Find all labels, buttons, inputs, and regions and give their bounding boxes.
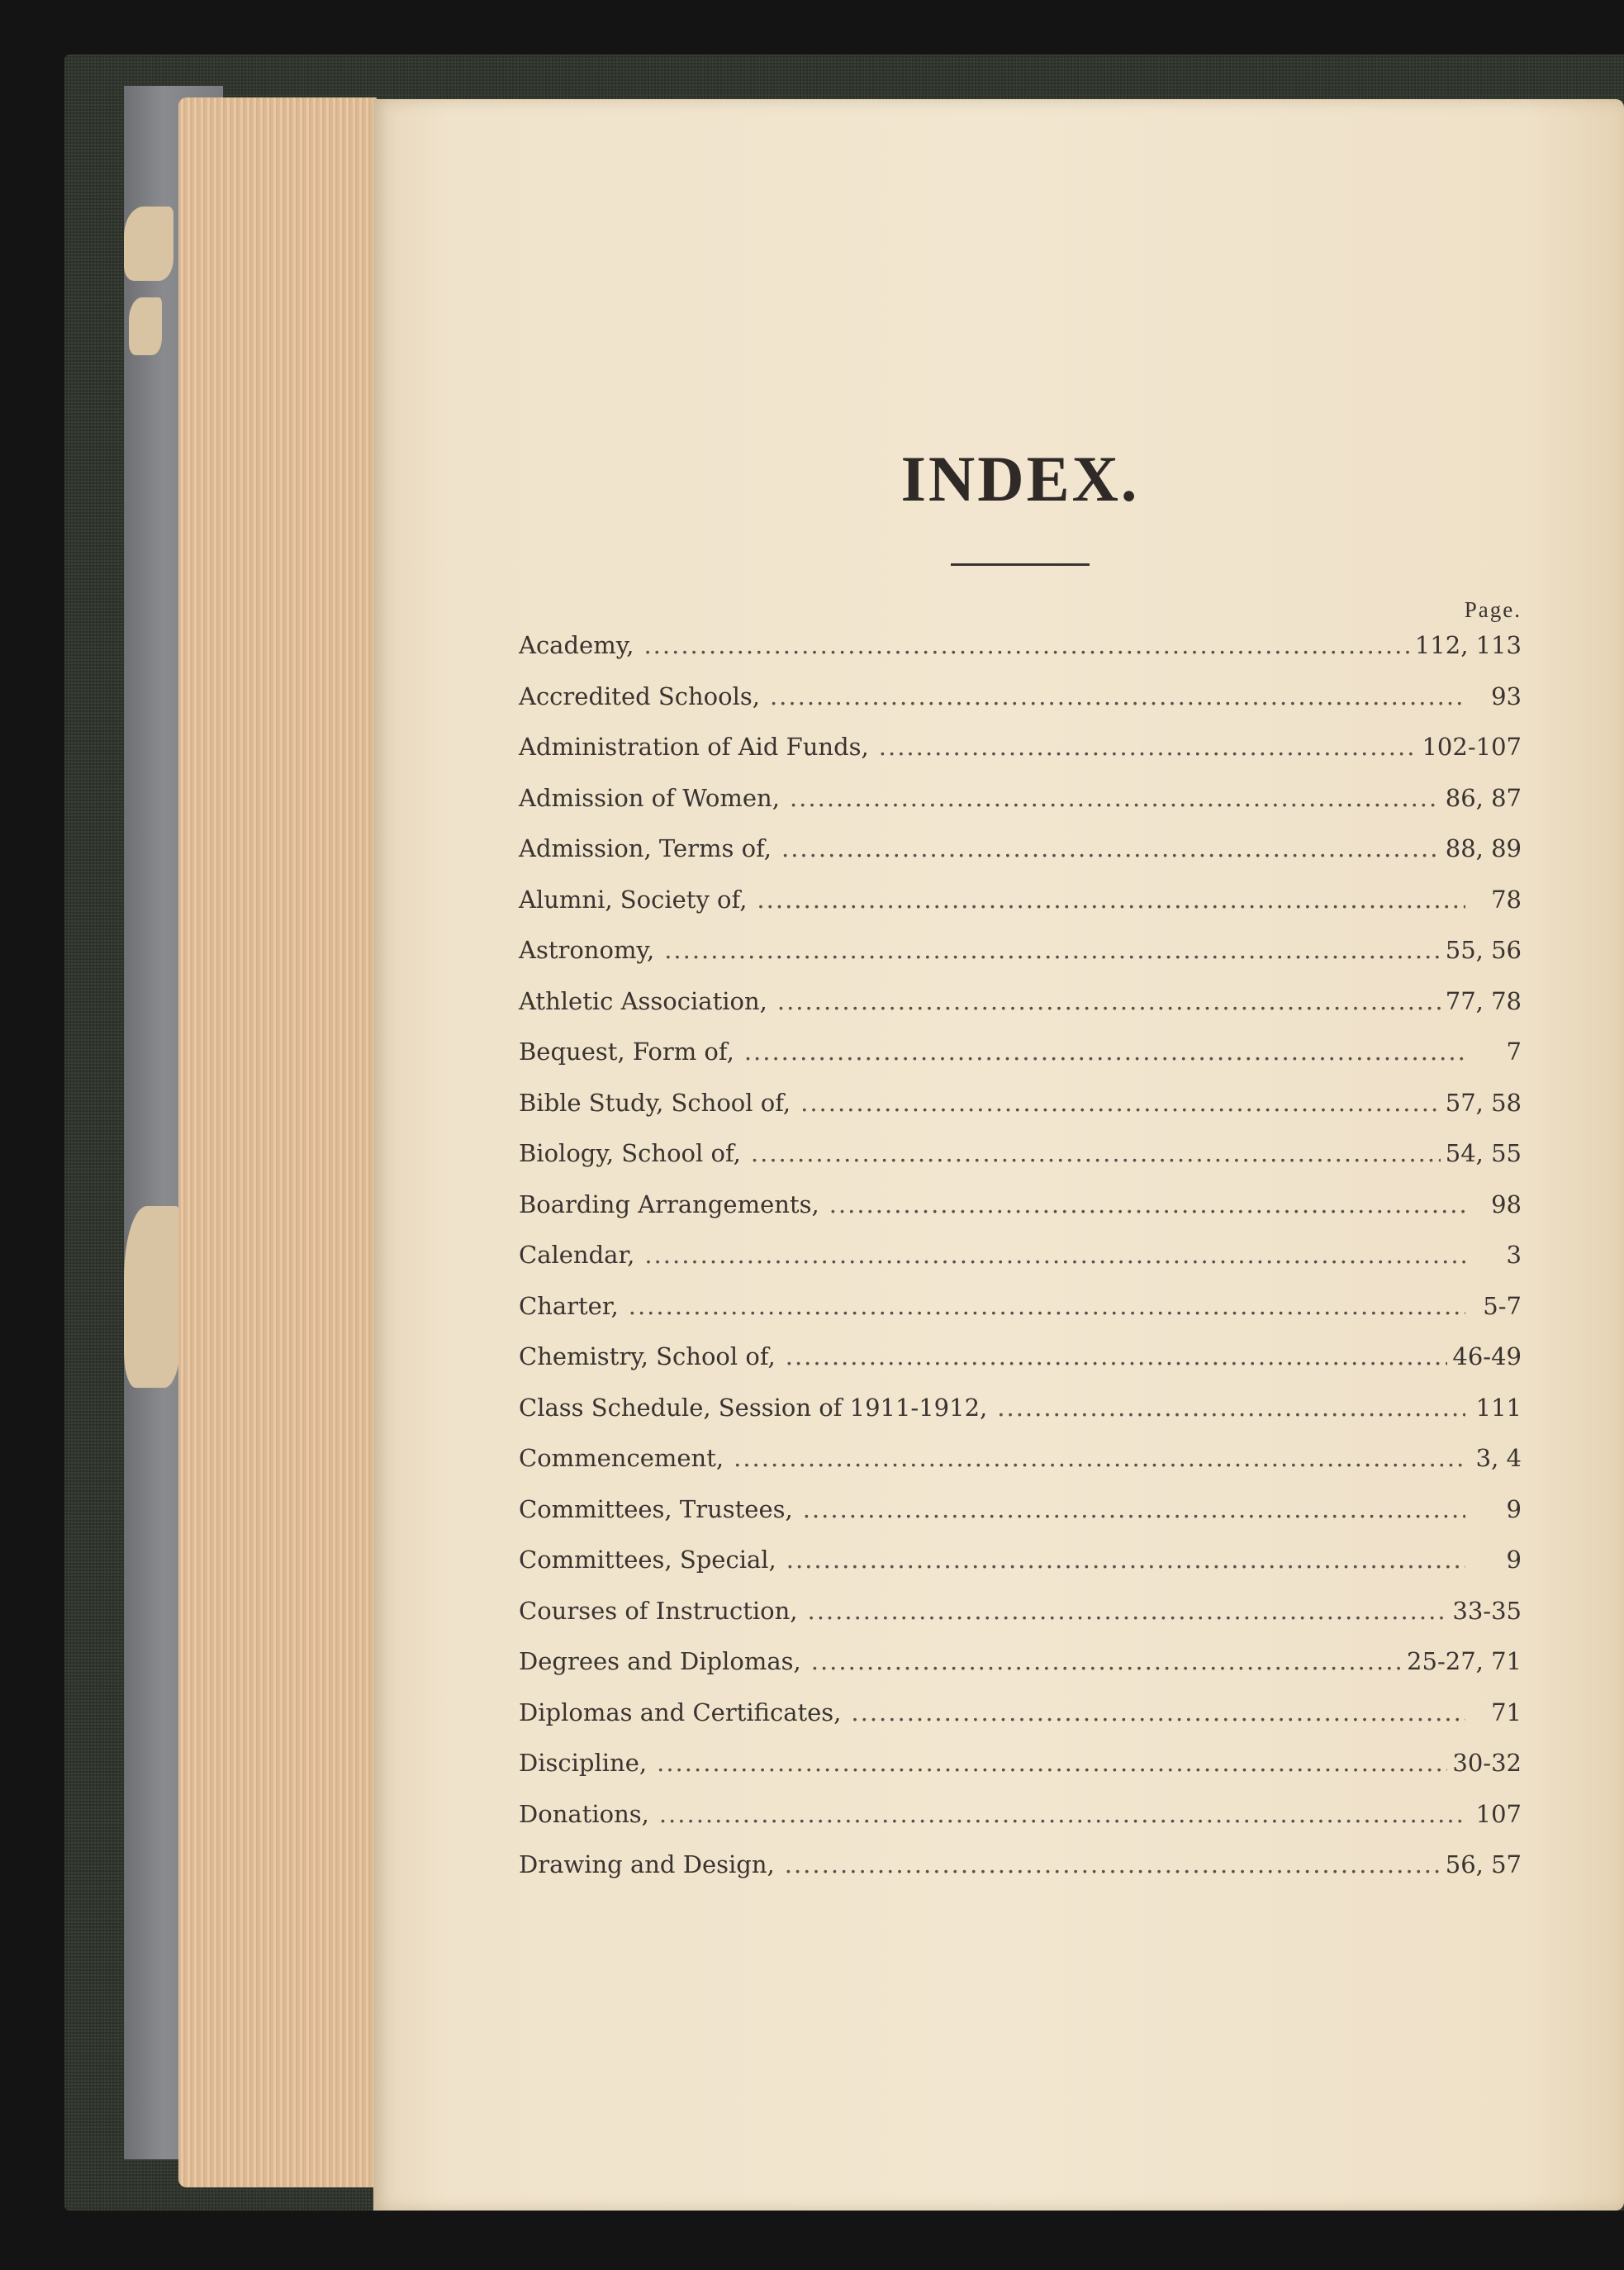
page-column-header: Page. <box>1464 597 1522 622</box>
index-entry-title: Admission of Women, <box>519 783 780 812</box>
index-entry-page: 93 <box>1491 681 1522 710</box>
index-entry-title: Astronomy, <box>519 936 655 964</box>
index-entry <box>519 1696 1522 1747</box>
index-entry-title: Administration of Aid Funds, <box>519 733 869 761</box>
index-entry <box>519 1594 1522 1646</box>
index-entry-title: Bible Study, School of, <box>519 1088 791 1117</box>
torn-paper <box>124 207 173 281</box>
index-entry-title: Donations, <box>519 1799 649 1828</box>
index-entry-page: 25-27, 71 <box>1407 1647 1522 1675</box>
index-entry-title: Diplomas and Certificates, <box>519 1698 842 1726</box>
index-entry <box>519 883 1522 934</box>
index-entry-page: 3 <box>1506 1241 1522 1269</box>
dot-leader <box>657 1746 1447 1779</box>
dot-leader <box>777 985 1441 1018</box>
index-entry-title: Charter, <box>519 1291 619 1320</box>
index-entry-page: 3, 4 <box>1475 1444 1522 1472</box>
index-entry-title: Committees, Trustees, <box>519 1494 793 1523</box>
index-entry <box>519 680 1522 731</box>
index-entry-page: 57, 58 <box>1445 1088 1522 1117</box>
dot-leader <box>786 1543 1465 1576</box>
index-entry-page: 111 <box>1475 1393 1522 1422</box>
index-entry-page: 71 <box>1491 1698 1522 1726</box>
index-entry-title: Athletic Association, <box>519 986 767 1015</box>
index-entry <box>519 1645 1522 1696</box>
index-entry-title: Alumni, Society of, <box>519 885 748 914</box>
index-content <box>519 443 1522 1899</box>
index-entry-page: 88, 89 <box>1445 834 1522 862</box>
index-entry-page: 112, 113 <box>1414 631 1522 659</box>
page-title: INDEX. <box>900 443 1140 515</box>
dot-leader <box>785 1848 1441 1881</box>
index-entry-title: Degrees and Diplomas, <box>519 1647 801 1675</box>
index-entry-page: 56, 57 <box>1445 1850 1522 1878</box>
index-entry <box>519 1493 1522 1544</box>
index-entry <box>519 1543 1522 1594</box>
index-entry-title: Academy, <box>519 631 634 659</box>
index-entry <box>519 933 1522 985</box>
index-entry <box>519 1137 1522 1188</box>
index-entry-page: 54, 55 <box>1445 1139 1522 1167</box>
dot-leader <box>786 1340 1448 1373</box>
index-entry-title: Class Schedule, Session of 1911-1912, <box>519 1393 988 1422</box>
index-entry-page: 102-107 <box>1422 733 1522 761</box>
index-entry-page: 46-49 <box>1452 1342 1522 1370</box>
index-entry-title: Boarding Arrangements, <box>519 1190 819 1218</box>
index-entry-title: Drawing and Design, <box>519 1850 775 1878</box>
index-entry-title: Admission, Terms of, <box>519 834 772 862</box>
index-entry-title: Accredited Schools, <box>519 681 760 710</box>
torn-paper <box>129 297 162 355</box>
dot-leader <box>807 1594 1447 1627</box>
page-edges <box>178 97 377 2187</box>
dot-leader <box>734 1441 1465 1475</box>
index-entry <box>519 1188 1522 1239</box>
index-entry-page: 9 <box>1506 1546 1522 1574</box>
index-entry-page: 98 <box>1491 1190 1522 1218</box>
index-entry <box>519 1441 1522 1493</box>
index-entry-page: 107 <box>1475 1799 1522 1828</box>
dot-leader <box>643 629 1409 662</box>
index-entry-page: 9 <box>1506 1494 1522 1523</box>
index-entry <box>519 985 1522 1036</box>
dot-leader <box>879 730 1417 763</box>
dot-leader <box>851 1696 1465 1729</box>
dot-leader <box>790 781 1441 814</box>
dot-leader <box>664 933 1441 966</box>
dot-leader <box>659 1797 1465 1831</box>
index-entry <box>519 1086 1522 1137</box>
index-entry <box>519 1848 1522 1899</box>
dot-leader <box>781 832 1441 865</box>
index-entry <box>519 1238 1522 1289</box>
index-entry-page: 5-7 <box>1483 1291 1522 1320</box>
index-entry <box>519 1746 1522 1797</box>
index-entry-page: 77, 78 <box>1445 986 1522 1015</box>
dot-leader <box>800 1086 1441 1119</box>
dot-leader <box>829 1188 1465 1221</box>
index-entry-title: Committees, Special, <box>519 1546 776 1574</box>
dot-leader <box>751 1137 1441 1170</box>
index-entry <box>519 1391 1522 1442</box>
index-entry-title: Bequest, Form of, <box>519 1038 734 1066</box>
index-entry-title: Biology, School of, <box>519 1139 741 1167</box>
index-entry-page: 78 <box>1491 885 1522 914</box>
index-entry-title: Discipline, <box>519 1749 648 1777</box>
index-entry-page: 86, 87 <box>1445 783 1522 812</box>
index-entry <box>519 629 1522 680</box>
index-entry <box>519 1035 1522 1086</box>
index-entry <box>519 1340 1522 1391</box>
dot-leader <box>811 1645 1402 1678</box>
index-entry-title: Courses of Instruction, <box>519 1596 798 1625</box>
dot-leader <box>997 1391 1465 1424</box>
dot-leader <box>770 680 1465 713</box>
index-entry <box>519 730 1522 781</box>
torn-paper <box>124 1206 182 1388</box>
index-entry <box>519 1797 1522 1849</box>
title-rule <box>951 563 1090 566</box>
index-entry-page: 33-35 <box>1452 1596 1522 1625</box>
dot-leader <box>803 1493 1465 1526</box>
index-entry <box>519 781 1522 833</box>
index-entry <box>519 1289 1522 1341</box>
dot-leader <box>629 1289 1465 1323</box>
index-entry <box>519 832 1522 883</box>
dot-leader <box>757 883 1465 916</box>
dot-leader <box>644 1238 1465 1271</box>
index-entry-page: 30-32 <box>1452 1749 1522 1777</box>
index-entry-page: 55, 56 <box>1445 936 1522 964</box>
index-entry-title: Calendar, <box>519 1241 635 1269</box>
index-list <box>519 629 1522 1899</box>
dot-leader <box>744 1035 1465 1068</box>
index-entry-title: Chemistry, School of, <box>519 1342 776 1370</box>
index-entry-title: Commencement, <box>519 1444 724 1472</box>
index-entry-page: 7 <box>1506 1038 1522 1066</box>
